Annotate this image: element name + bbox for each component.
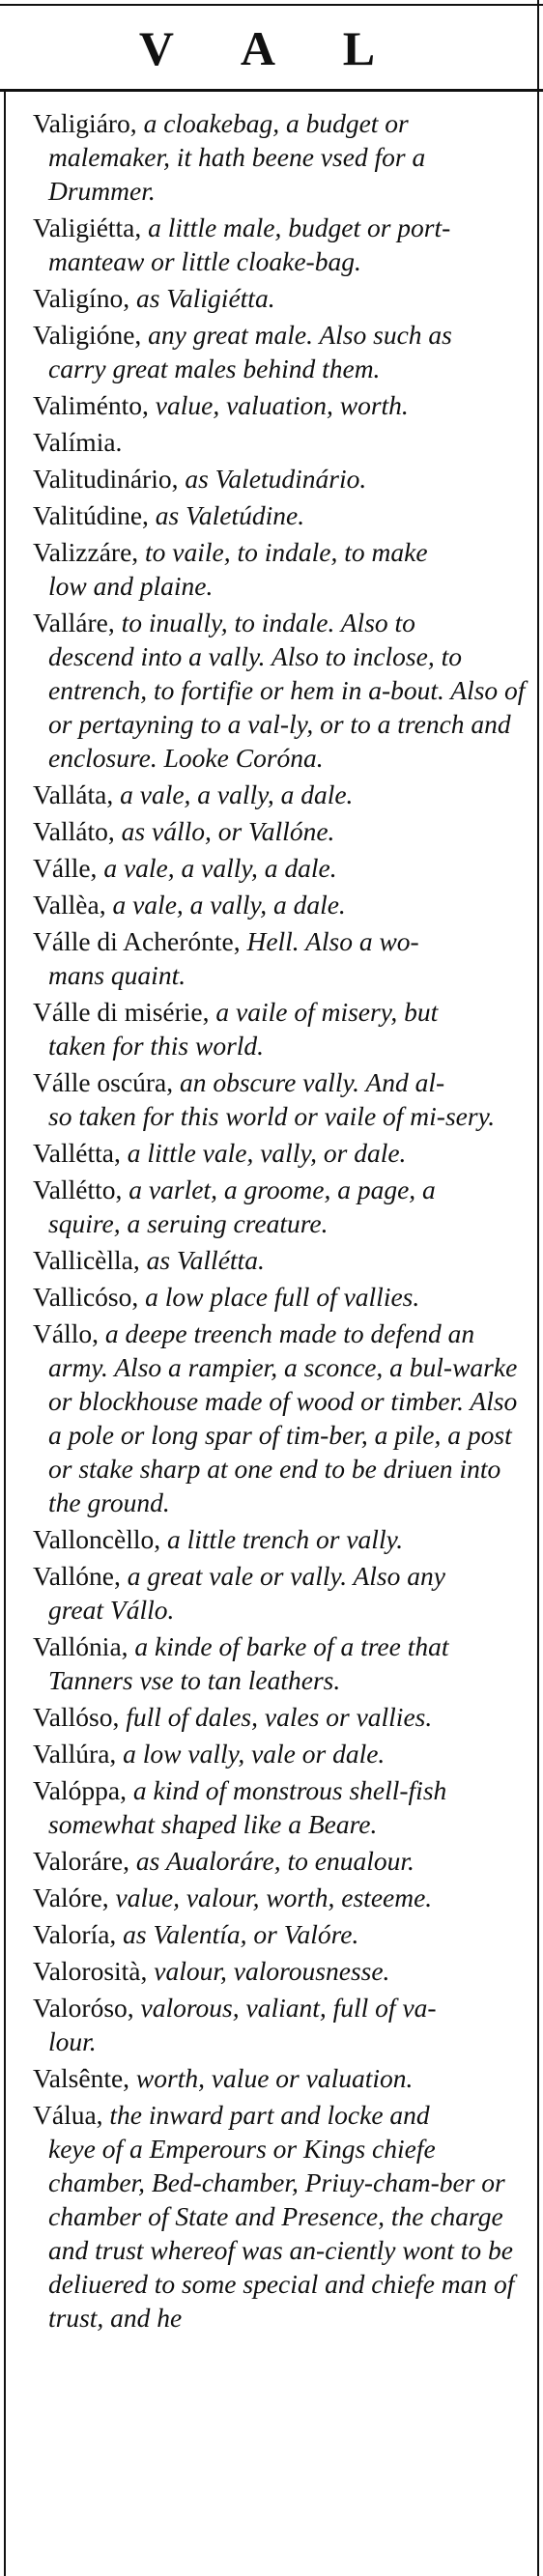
right-rule xyxy=(537,0,539,2576)
entry-headword: Vallicèlla, xyxy=(33,1245,140,1275)
dictionary-entry xyxy=(33,1917,535,1951)
entry-headword: Valláto, xyxy=(33,816,115,846)
dictionary-entry xyxy=(33,1629,535,1697)
dictionary-entry xyxy=(33,462,535,495)
entry-definition: as Valentía, or Valóre. xyxy=(123,1919,359,1949)
entry-definition-continued: somewhat shaped like a Beare. xyxy=(48,1809,378,1839)
entry-definition: the inward part and locke and xyxy=(109,2100,430,2130)
entry-definition: a vaile of misery, but xyxy=(215,997,439,1027)
entry-headword: Valigíno, xyxy=(33,283,130,313)
entry-definition-continued: malemaker, it hath beene vsed for a Drummer. xyxy=(48,142,426,206)
dictionary-entry xyxy=(33,1243,535,1277)
entry-headword: Valorosità, xyxy=(33,1956,148,1986)
entry-headword: Valláta, xyxy=(33,779,114,809)
entry-definition-continued: lour. xyxy=(48,2026,97,2056)
entry-definition: as vállo, or Vallóne. xyxy=(121,816,335,846)
entry-headword: Vallóne, xyxy=(33,1561,121,1591)
left-rule xyxy=(4,89,6,2576)
dictionary-entry xyxy=(33,1173,535,1240)
dictionary-entry xyxy=(33,106,535,208)
entry-definition: as Valetudinário. xyxy=(185,464,367,494)
dictionary-entry xyxy=(33,318,535,385)
dictionary-entry xyxy=(33,1700,535,1734)
dictionary-entry xyxy=(33,1991,535,2058)
entry-column xyxy=(33,106,535,2337)
entry-headword: Vallúra, xyxy=(33,1739,117,1769)
entry-headword: Valóre, xyxy=(33,1882,109,1912)
entry-definition: a kinde of barke of a tree that xyxy=(134,1631,449,1661)
entry-definition: value, valour, worth, esteeme. xyxy=(115,1882,433,1912)
entry-definition-continued: manteaw or little cloake-bag. xyxy=(48,246,361,276)
entry-definition: Hell. Also a wo- xyxy=(246,926,419,956)
entry-headword: Valsênte, xyxy=(33,2063,130,2093)
dictionary-entry xyxy=(33,1136,535,1170)
dictionary-entry xyxy=(33,1954,535,1988)
entry-definition: a varlet, a groome, a page, a xyxy=(129,1175,436,1204)
entry-headword: Válua, xyxy=(33,2100,103,2130)
entry-definition-continued: mans quaint. xyxy=(48,960,186,990)
entry-headword: Valitúdine, xyxy=(33,500,149,530)
entry-definition: a little vale, vally, or dale. xyxy=(127,1138,407,1168)
entry-definition: as Aualoráre, to enualour. xyxy=(135,1846,414,1876)
dictionary-entry xyxy=(33,1881,535,1914)
entry-headword: Valoróso, xyxy=(33,1993,134,2023)
entry-definition-continued: taken for this world. xyxy=(48,1031,265,1061)
top-rule xyxy=(0,4,543,6)
entry-headword: Valoráre, xyxy=(33,1846,130,1876)
entry-headword: Valloncèllo, xyxy=(33,1524,161,1554)
entry-definition: a vale, a vally, a dale. xyxy=(103,853,337,883)
entry-headword: Vállo, xyxy=(33,1318,99,1348)
header-rule xyxy=(0,89,543,92)
entry-definition: value, valuation, worth. xyxy=(155,390,409,420)
entry-definition: any great male. Also such as xyxy=(148,320,452,350)
entry-definition-continued: descend into a vally. Also to inclose, to entrench, to fortifie or hem in a-bout. Also of or pertayning to a val-ly, or to a trench and enclosure. Looke Coróna. xyxy=(48,641,526,773)
dictionary-entry xyxy=(33,388,535,422)
dictionary-entry xyxy=(33,2061,535,2095)
entry-definition: a little male, budget or port- xyxy=(148,212,451,242)
dictionary-entry xyxy=(33,211,535,278)
entry-definition: an obscure vally. And al- xyxy=(179,1067,445,1097)
entry-definition: a low place full of vallies. xyxy=(145,1282,420,1312)
entry-headword: Valigióne, xyxy=(33,320,142,350)
dictionary-entry xyxy=(33,1773,535,1841)
entry-headword: Vallónia, xyxy=(33,1631,129,1661)
entry-definition: a kind of monstrous shell-fish xyxy=(132,1775,447,1805)
entry-definition: a cloakebag, a budget or xyxy=(143,108,409,138)
dictionary-entry xyxy=(33,924,535,992)
entry-definition: to inually, to indale. Also to xyxy=(121,608,415,637)
entry-headword: Vallicóso, xyxy=(33,1282,139,1312)
entry-headword: Valiménto, xyxy=(33,390,149,420)
entry-headword: Válle, xyxy=(33,853,98,883)
entry-definition-continued: so taken for this world or vaile of mi-sery. xyxy=(48,1101,496,1131)
entry-headword: Válle oscúra, xyxy=(33,1067,174,1097)
dictionary-entry xyxy=(33,498,535,532)
page-title: V A L xyxy=(138,21,405,75)
entry-headword: Vallétta, xyxy=(33,1138,121,1168)
entry-definition: valorous, valiant, full of va- xyxy=(140,1993,437,2023)
dictionary-entry xyxy=(33,851,535,885)
entry-headword: Válle di Acherónte, xyxy=(33,926,241,956)
entry-headword: Valoría, xyxy=(33,1919,117,1949)
dictionary-entry xyxy=(33,281,535,315)
entry-definition: to vaile, to indale, to make xyxy=(145,537,428,567)
entry-headword: Valitudinário, xyxy=(33,464,179,494)
dictionary-entry xyxy=(33,1737,535,1770)
dictionary-entry xyxy=(33,1559,535,1627)
dictionary-entry xyxy=(33,535,535,603)
dictionary-entry xyxy=(33,2098,535,2335)
entry-definition: a deepe treench made to defend an xyxy=(104,1318,475,1348)
entry-definition: a vale, a vally, a dale. xyxy=(120,779,354,809)
entry-definition: a low vally, vale or dale. xyxy=(123,1739,386,1769)
entry-definition-continued: squire, a seruing creature. xyxy=(48,1208,329,1238)
entry-definition-continued: carry great males behind them. xyxy=(48,354,381,383)
dictionary-entry xyxy=(33,425,535,459)
entry-definition: full of dales, vales or vallies. xyxy=(126,1702,433,1732)
entry-headword: Vallétto, xyxy=(33,1175,123,1204)
entry-definition: worth, value or valuation. xyxy=(135,2063,414,2093)
entry-definition: a vale, a vally, a dale. xyxy=(112,890,346,920)
entry-headword: Valigiétta, xyxy=(33,212,142,242)
entry-definition: as Valigiétta. xyxy=(135,283,275,313)
entry-headword: Vallóso, xyxy=(33,1702,120,1732)
entry-definition: a great vale or vally. Also any xyxy=(127,1561,445,1591)
dictionary-entry xyxy=(33,888,535,921)
dictionary-entry xyxy=(33,1844,535,1878)
entry-definition-continued: Tanners vse to tan leathers. xyxy=(48,1665,341,1695)
dictionary-entry xyxy=(33,1065,535,1133)
dictionary-entry xyxy=(33,995,535,1062)
entry-definition: as Valetúdine. xyxy=(155,500,305,530)
entry-definition-continued: low and plaine. xyxy=(48,571,214,601)
dictionary-entry xyxy=(33,778,535,811)
entry-definition-continued: keye of a Emperours or Kings chiefe chamber, Bed-chamber, Priuy-cham-ber or chamber of State and Presence, the charge and trust whereof was an-ciently wont to be deliuered to some special and chiefe man of trust, and he xyxy=(48,2134,515,2333)
entry-headword: Vallèa, xyxy=(33,890,106,920)
entry-headword: Valóppa, xyxy=(33,1775,127,1805)
entry-headword: Valigiáro, xyxy=(33,108,137,138)
entry-headword: Válle di misérie, xyxy=(33,997,210,1027)
dictionary-entry xyxy=(33,1280,535,1314)
dictionary-entry xyxy=(33,1522,535,1556)
dictionary-entry xyxy=(33,606,535,775)
entry-definition: valour, valorousnesse. xyxy=(154,1956,390,1986)
entry-definition-continued: army. Also a rampier, a sconce, a bul-warke or blockhouse made of wood or timber. Also a pole or long spar of tim-ber, a pile, a post or stake sharp at one end to be driuen into the ground. xyxy=(48,1352,518,1517)
entry-headword: Valizzáre, xyxy=(33,537,139,567)
dictionary-entry xyxy=(33,1316,535,1519)
entry-definition: a little trench or vally. xyxy=(167,1524,404,1554)
dictionary-entry xyxy=(33,814,535,848)
entry-headword: Valímia. xyxy=(33,427,123,457)
entry-headword: Valláre, xyxy=(33,608,115,637)
entry-definition-continued: great Vállo. xyxy=(48,1595,175,1625)
entry-definition: as Vallétta. xyxy=(146,1245,265,1275)
